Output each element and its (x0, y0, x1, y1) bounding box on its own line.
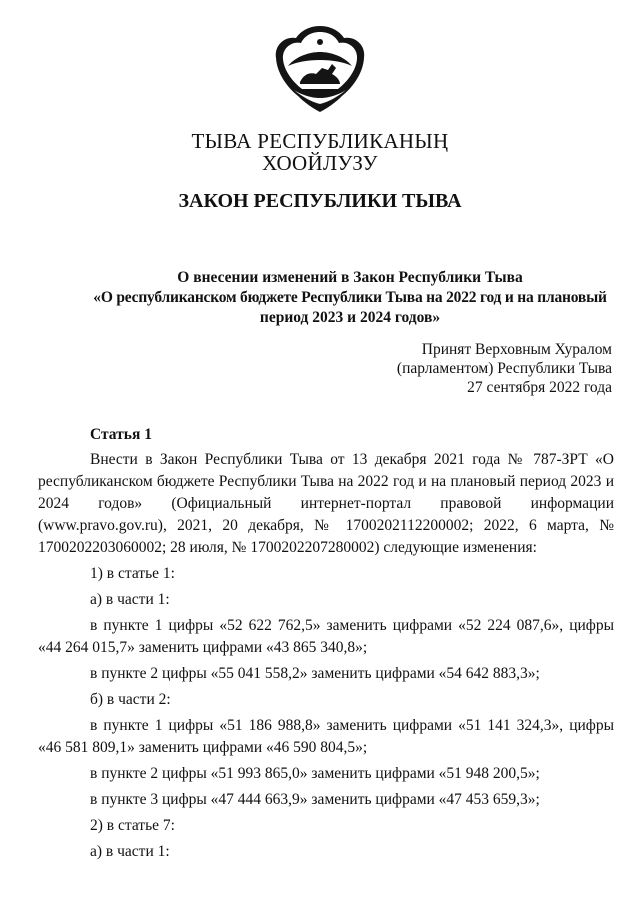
article-intro: Внести в Закон Республики Тыва от 13 декабря 2021 года № 787-ЗРТ «О республиканском бюджете Республики Тыва на 2022 год и на плановый период 2023 и 2024 годов» (Официальный интернет-портал правовой информации (www.pravo.gov.ru), 2021, 20 декабря, № 1700202112200002; 2022, 6 марта, № 1700202203060002; 28 июля, № 1700202207280002) следующие изменения: (38, 451, 614, 556)
list-item: а) в части 1: (90, 843, 170, 860)
law-subject-line3: период 2023 и 2024 годов» (259, 309, 441, 326)
list-item: в пункте 2 цифры «55 041 558,2» заменить цифрами «54 642 883,3»; (90, 665, 540, 682)
tuvan-header-line2: ХООЙЛУЗУ (262, 151, 378, 175)
law-subject (80, 268, 620, 328)
list-item: б) в части 2: (90, 691, 171, 708)
tuvan-header-line1: ТЫВА РЕСПУБЛИКАНЫҢ (191, 129, 449, 153)
adoption-note-line1: Принят Верховным Хуралом (421, 341, 612, 358)
law-subject-line1: О внесении изменений в Закон Республики Тыва (177, 269, 523, 286)
law-subject-line2: «О республиканском бюджете Республики Тыва на 2022 год и на плановый (93, 289, 607, 306)
adoption-note (397, 340, 612, 397)
law-title: ЗАКОН РЕСПУБЛИКИ ТЫВА (178, 190, 462, 212)
list-item: 2) в статье 7: (90, 817, 175, 834)
list-item: в пункте 1 цифры «51 186 988,8» заменить цифрами «51 141 324,3», цифры «46 581 809,1» заменить цифрами «46 590 804,5»; (38, 717, 614, 756)
article-title: Статья 1 (90, 426, 152, 443)
list-item: 1) в статье 1: (90, 565, 175, 582)
adoption-note-line2: (парламентом) Республики Тыва (396, 360, 612, 377)
article-body (38, 449, 614, 863)
tuva-coat-of-arms-icon (270, 22, 370, 118)
list-item: а) в части 1: (90, 591, 170, 608)
tuvan-header (0, 130, 640, 174)
list-item: в пункте 2 цифры «51 993 865,0» заменить цифрами «51 948 200,5»; (90, 765, 540, 782)
list-item: в пункте 1 цифры «52 622 762,5» заменить цифрами «52 224 087,6», цифры «44 264 015,7» заменить цифрами «43 865 340,8»; (38, 617, 614, 656)
list-item: в пункте 3 цифры «47 444 663,9» заменить цифрами «47 453 659,3»; (90, 791, 540, 808)
adoption-note-line3: 27 сентября 2022 года (467, 379, 612, 396)
